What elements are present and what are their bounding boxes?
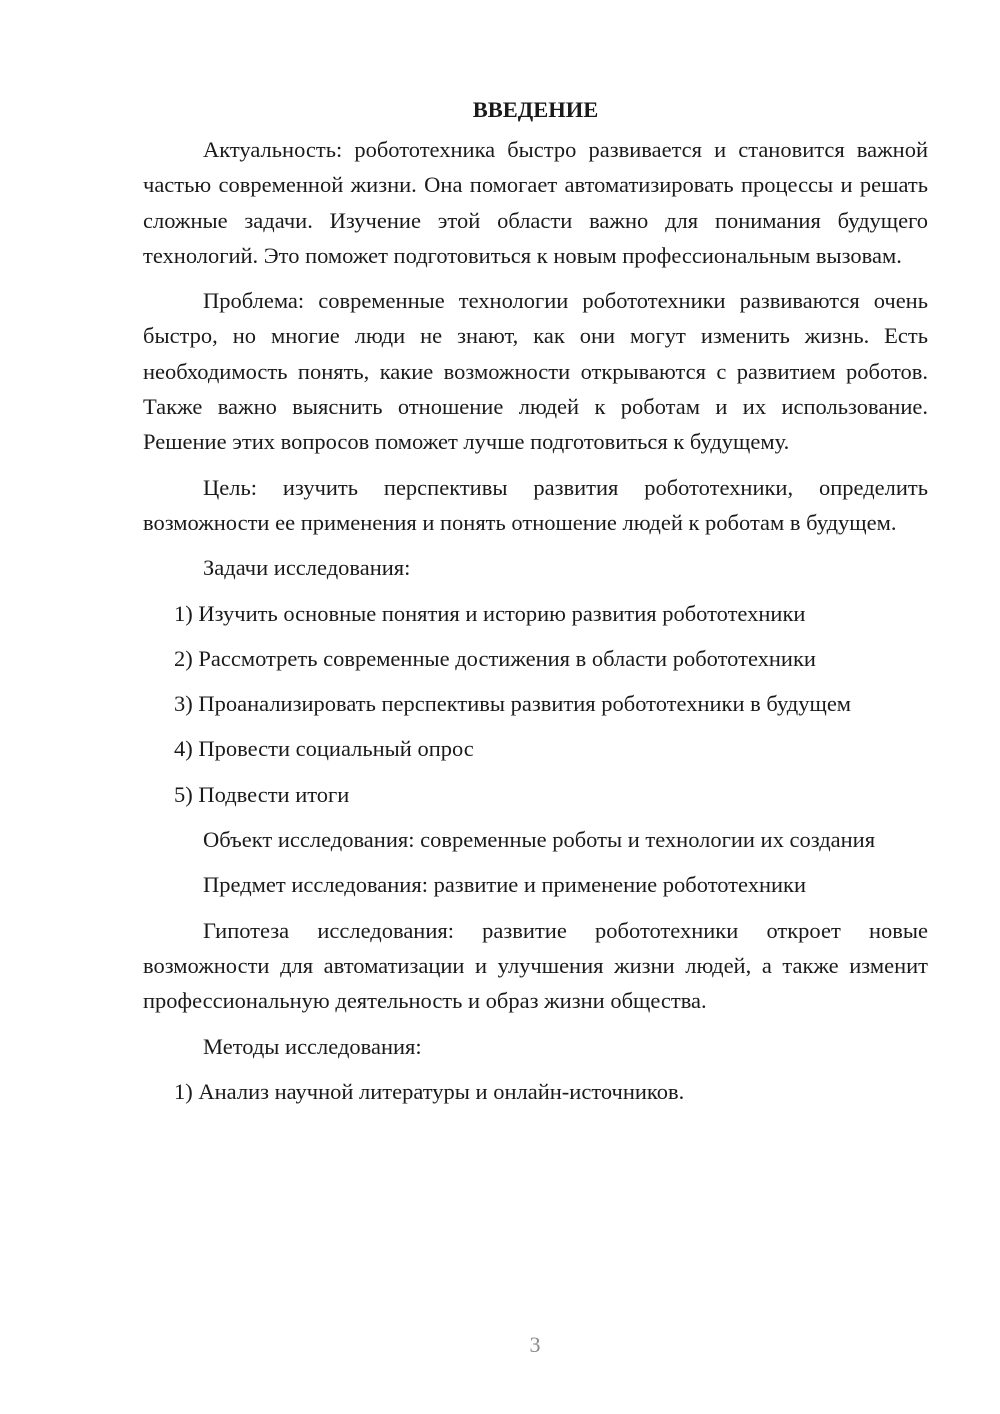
tasks-heading: Задачи исследования: xyxy=(203,555,411,581)
task-item-4: 4) Провести социальный опрос xyxy=(174,736,474,762)
subject-paragraph: Предмет исследования: развитие и применение робототехники xyxy=(203,872,807,898)
methods-heading: Методы исследования: xyxy=(203,1033,422,1059)
section-title: ВВЕДЕНИЕ xyxy=(472,97,599,122)
method-item-1: 1) Анализ научной литературы и онлайн-источников. xyxy=(174,1078,685,1104)
task-item-1: 1) Изучить основные понятия и историю развития робототехники xyxy=(174,600,806,626)
page-number: 3 xyxy=(529,1332,541,1357)
page-content xyxy=(143,92,928,1119)
task-item-5: 5) Подвести итоги xyxy=(174,781,350,807)
relevance-paragraph: Актуальность: робототехника быстро развивается и становится важной частью современной жизни. Она помогает автоматизировать процессы и решать сложные задачи. Изучение этой области важно для понимания будущего технологий. Это поможет подготовиться к новым профессиональным вызовам. xyxy=(143,137,928,268)
task-item-3: 3) Проанализировать перспективы развития робототехники в будущем xyxy=(174,691,852,717)
goal-paragraph: Цель: изучить перспективы развития робототехники, определить возможности ее применения и понять отношение людей к роботам в будущем. xyxy=(143,474,928,535)
task-item-2: 2) Рассмотреть современные достижения в области робототехники xyxy=(174,645,816,671)
hypothesis-paragraph: Гипотеза исследования: развитие робототехники откроет новые возможности для автоматизации и улучшения жизни людей, а также изменит профессиональную деятельность и образ жизни общества. xyxy=(143,917,928,1014)
problem-paragraph: Проблема: современные технологии робототехники развиваются очень быстро, но многие люди не знают, как они могут изменить жизнь. Есть необходимость понять, какие возможности открываются с развитием роботов. Также важно выяснить отношение людей к роботам и их использование. Решение этих вопросов поможет лучше подготовиться к будущему. xyxy=(143,288,928,455)
object-paragraph: Объект исследования: современные роботы и технологии их создания xyxy=(203,827,876,853)
